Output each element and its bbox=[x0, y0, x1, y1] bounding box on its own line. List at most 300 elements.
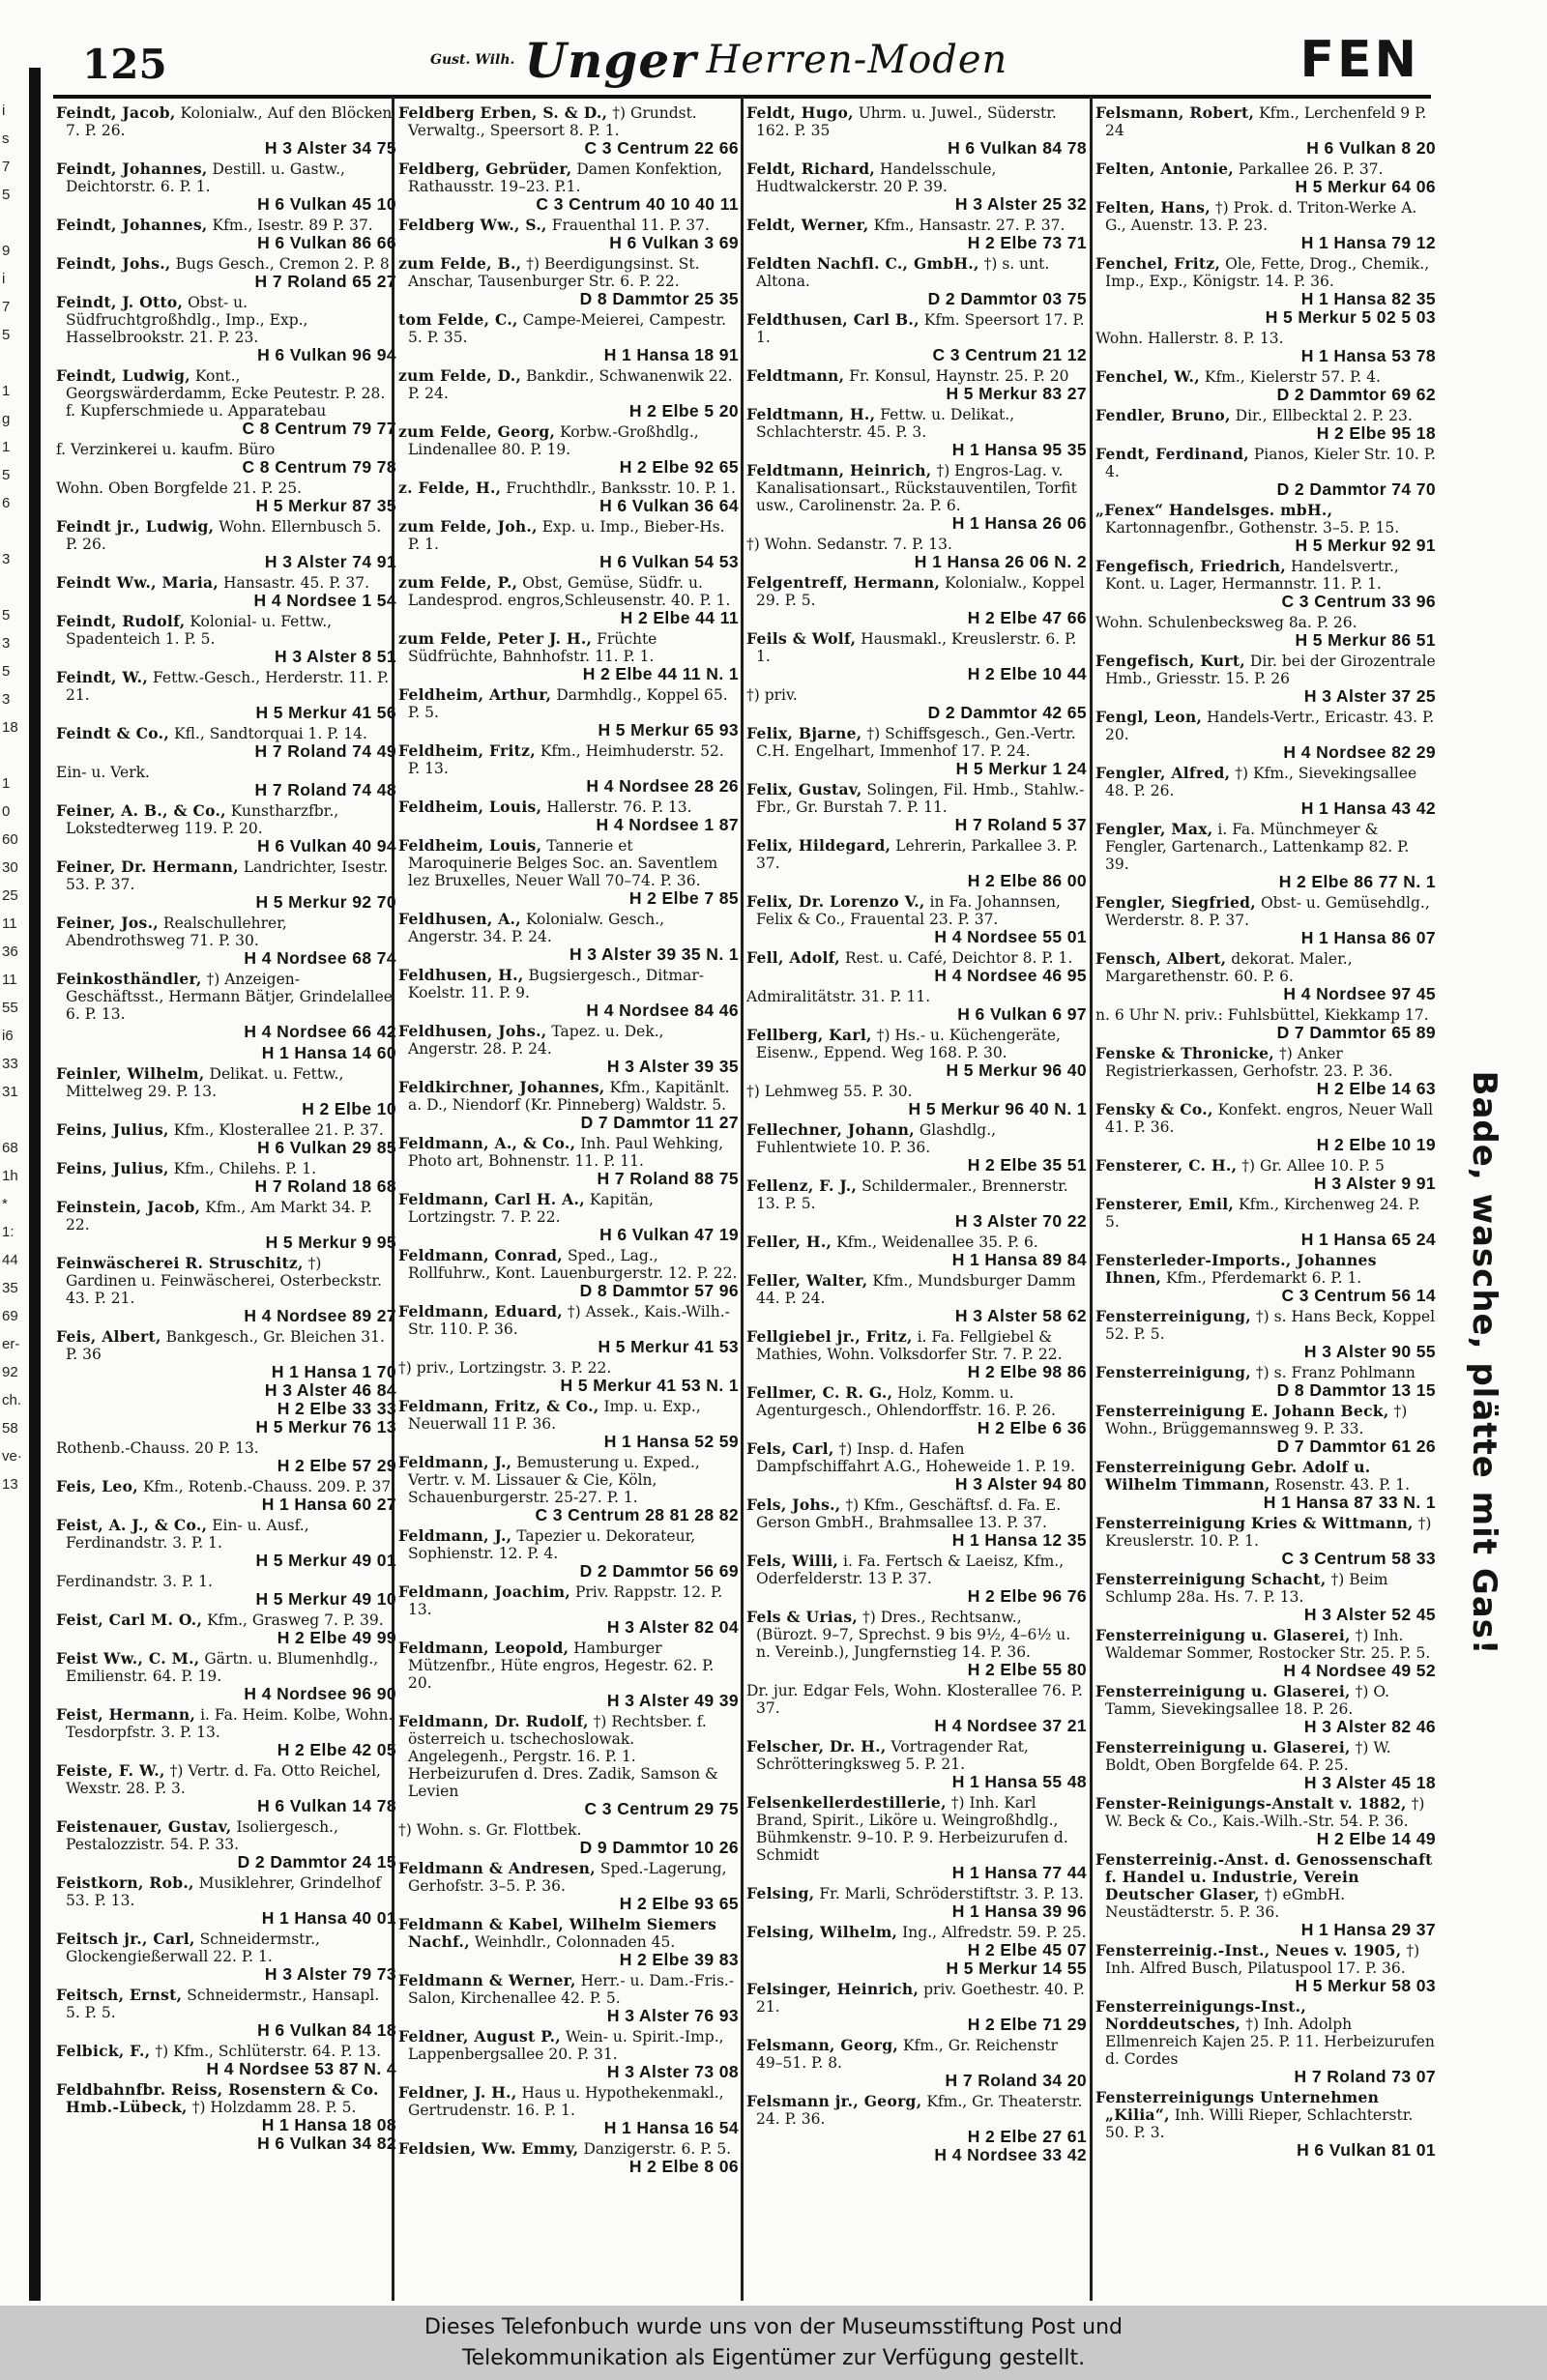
phone-number: H 3 Alster 76 93 bbox=[606, 2006, 739, 2025]
margin-fragment: s bbox=[2, 131, 10, 147]
margin-fragment: i bbox=[2, 102, 6, 119]
directory-entry bbox=[746, 1121, 1087, 1175]
entry-text: †) Wohn. s. Gr. Flottbek. bbox=[398, 1821, 582, 1839]
entry-text: Felscher, Dr. H., Vortragender Rat, Schrötteringksweg 5. P. 21. bbox=[746, 1737, 1029, 1773]
margin-fragment: 69 bbox=[2, 1308, 18, 1324]
phone-number: H 1 Hansa 52 59 bbox=[603, 1432, 739, 1451]
directory-entry bbox=[1095, 558, 1436, 611]
directory-entry bbox=[398, 1454, 739, 1524]
phone-number: H 6 Vulkan 84 18 bbox=[257, 2020, 396, 2040]
phone-number: H 6 Vulkan 45 10 bbox=[257, 194, 396, 214]
margin-fragment bbox=[2, 573, 23, 601]
entry-text: Fellgiebel jr., Fritz, i. Fa. Fellgiebel & Mathies, Wohn. Volksdorfer Str. 7. P. 22. bbox=[746, 1327, 1063, 1363]
margin-fragment: 35 bbox=[2, 1280, 18, 1296]
phone-number: H 3 Alster 25 32 bbox=[954, 194, 1087, 214]
margin-fragment: 9 bbox=[2, 243, 11, 259]
entry-text: Fensterreinigungs Unternehmen „Kilia“, Inh. Willi Rieper, Schlachterstr. 50. P. 3. bbox=[1095, 2088, 1414, 2141]
phone-number: H 2 Elbe 86 00 bbox=[967, 871, 1087, 890]
entry-text: zum Felde, B., †) Beerdigungsinst. St. Anschar, Tausenburger Str. 6. P. 22. bbox=[398, 254, 700, 290]
directory-entry bbox=[1095, 502, 1436, 555]
entry-text: Fendler, Bruno, Dir., Ellbecktal 2. P. 23. bbox=[1095, 406, 1413, 424]
entry-text: f. Verzinkerei u. kaufm. Büro bbox=[56, 441, 276, 458]
entry-text: Feldhusen, Johs., Tapez. u. Dek., Angerstr. 28. P. 24. bbox=[398, 1022, 664, 1058]
phone-number: H 6 Vulkan 6 97 bbox=[957, 1004, 1087, 1024]
directory-entry bbox=[56, 441, 396, 477]
directory-entry bbox=[746, 462, 1087, 533]
directory-entry bbox=[398, 367, 739, 421]
phone-number: H 6 Vulkan 8 20 bbox=[1306, 138, 1436, 158]
directory-entry bbox=[746, 2093, 1087, 2164]
entry-text: zum Felde, Joh., Exp. u. Imp., Bieber-Hs. P. 1. bbox=[398, 517, 725, 553]
entry-text: Fengl, Leon, Handels-Vertr., Ericastr. 43. P. 20. bbox=[1095, 708, 1435, 743]
directory-entry bbox=[746, 1177, 1087, 1231]
directory-entry bbox=[1095, 160, 1436, 196]
entry-text: Fensterreinigung u. Glaserei, †) O. Tamm, Sievekingsallee 18. P. 26. bbox=[1095, 1682, 1390, 1718]
archive-footer bbox=[0, 2306, 1547, 2380]
margin-fragment bbox=[2, 517, 23, 545]
phone-number: H 5 Merkur 41 53 N. 1 bbox=[560, 1376, 739, 1395]
phone-number: D 8 Dammtor 57 96 bbox=[579, 1281, 739, 1300]
phone-number: H 6 Vulkan 84 78 bbox=[948, 138, 1087, 158]
phone-number: H 4 Nordsee 55 01 bbox=[934, 927, 1087, 946]
entry-text: Feins, Julius, Kfm., Chilehs. P. 1. bbox=[56, 1159, 317, 1177]
entry-text: Feldberg Erben, S. & D., †) Grundst. Verwaltg., Speersort 8. P. 1. bbox=[398, 104, 697, 139]
entry-text: Fels, Carl, †) Insp. d. Hafen Dampfschiffahrt A.G., Hoheweide 1. P. 19. bbox=[746, 1439, 1076, 1475]
directory-entry bbox=[56, 1199, 396, 1252]
phone-number: H 6 Vulkan 36 64 bbox=[599, 496, 739, 515]
entry-text: Feindt jr., Ludwig, Wohn. Ellernbusch 5. P. 26. bbox=[56, 517, 382, 553]
entry-text: Felsmann jr., Georg, Kfm., Gr. Theaterstr. 24. P. 36. bbox=[746, 2092, 1083, 2128]
directory-entry bbox=[56, 1517, 396, 1570]
phone-number: H 2 Elbe 92 65 bbox=[619, 457, 739, 477]
directory-entry bbox=[56, 1573, 396, 1609]
directory-entry bbox=[746, 949, 1087, 985]
directory-entry bbox=[398, 1191, 739, 1244]
phone-number: H 5 Merkur 49 01 bbox=[255, 1551, 396, 1570]
margin-fragment: 5 bbox=[2, 187, 11, 203]
directory-entry bbox=[398, 1023, 739, 1076]
phone-number: H 2 Elbe 44 11 N. 1 bbox=[582, 664, 739, 683]
entry-text: Feldner, August P., Wein- u. Spirit.-Imp., Lappenbergsallee 20. P. 31. bbox=[398, 2027, 724, 2063]
directory-entry bbox=[56, 669, 396, 722]
entry-text: †) Lehmweg 55. P. 30. bbox=[746, 1083, 913, 1100]
directory-entry bbox=[1095, 1998, 1436, 2086]
directory-entry bbox=[746, 1384, 1087, 1437]
entry-text: Felix, Gustav, Solingen, Fil. Hmb., Stahlw.-Fbr., Gr. Burstah 7. P. 11. bbox=[746, 780, 1085, 816]
margin-fragment: 7 bbox=[2, 159, 11, 175]
entry-text: „Fenex“ Handelsges. mbH., Kartonnagenfbr., Gothenstr. 3–5. P. 15. bbox=[1095, 501, 1400, 537]
directory-entry bbox=[746, 1794, 1087, 1882]
phone-number: H 5 Merkur 41 53 bbox=[598, 1337, 739, 1356]
phone-number: H 4 Nordsee 49 52 bbox=[1283, 1661, 1436, 1680]
phone-number: H 4 Nordsee 1 87 bbox=[596, 815, 739, 834]
margin-fragment: i bbox=[2, 271, 6, 287]
margin-fragment: er- bbox=[2, 1336, 20, 1352]
directory-entry bbox=[398, 1527, 739, 1581]
phone-number: H 1 Hansa 16 54 bbox=[603, 2118, 739, 2137]
margin-fragment: 7 bbox=[2, 299, 11, 315]
entry-text: Fels, Johs., †) Kfm., Geschäftsf. d. Fa. E. Gerson GmbH., Brahmsallee 13. P. 37. bbox=[746, 1495, 1062, 1531]
entry-text: Feldheim, Fritz, Kfm., Heimhuderstr. 52. P. 13. bbox=[398, 741, 724, 777]
phone-number: D 8 Dammtor 25 35 bbox=[579, 289, 739, 308]
margin-fragment: 3 bbox=[2, 691, 11, 708]
entry-text: Feldtmann, Heinrich, †) Engros-Lag. v. Kanalisationsart., Rückstauventilen, Torfit usw., Carolinenstr. 2a. P. 6. bbox=[746, 461, 1077, 514]
phone-number: H 3 Alster 37 25 bbox=[1303, 686, 1436, 706]
directory-entry bbox=[56, 1044, 396, 1062]
entry-text: Feldberg, Gebrüder, Damen Konfektion, Rathausstr. 19–23. P.1. bbox=[398, 160, 723, 195]
entry-text: Felix, Hildegard, Lehrerin, Parkallee 3. P. 37. bbox=[746, 836, 1078, 872]
phone-number: H 2 Elbe 86 77 N. 1 bbox=[1278, 872, 1436, 891]
entry-text: z. Felde, H., Fruchthdlr., Banksstr. 10. P. 1. bbox=[398, 479, 736, 497]
column-divider bbox=[1090, 97, 1093, 2301]
entry-text: Felsinger, Heinrich, priv. Goethestr. 40. P. 21. bbox=[746, 1980, 1085, 2016]
entry-text: Fengler, Siegfried, Obst- u. Gemüsehdlg., Werderstr. 8. P. 37. bbox=[1095, 893, 1430, 929]
directory-entry bbox=[398, 967, 739, 1020]
phone-number: H 1 Hansa 95 35 bbox=[951, 440, 1087, 459]
phone-number: H 5 Merkur 86 51 bbox=[1295, 630, 1436, 650]
directory-entry bbox=[746, 1609, 1087, 1679]
phone-number: H 1 Hansa 1 70 H 3 Alster 46 84 H 2 Elbe 33 33 H 5 Merkur 76 13 bbox=[255, 1362, 396, 1437]
phone-number: H 1 Hansa 53 78 bbox=[1300, 346, 1436, 365]
phone-number: H 5 Merkur 1 24 bbox=[955, 759, 1087, 778]
entry-text: Rothenb.-Chauss. 20 P. 13. bbox=[56, 1439, 259, 1457]
directory-entry bbox=[1095, 1006, 1436, 1042]
directory-entry bbox=[1095, 1942, 1436, 1995]
column-divider bbox=[741, 97, 744, 2301]
directory-entry bbox=[56, 1762, 396, 1815]
phone-number: H 1 Hansa 39 96 bbox=[951, 1901, 1087, 1921]
guide-keyword: FEN bbox=[1299, 31, 1419, 89]
phone-number: H 7 Roland 74 49 bbox=[254, 741, 396, 761]
phone-number: H 2 Elbe 14 63 bbox=[1316, 1079, 1436, 1098]
directory-entry bbox=[746, 1440, 1087, 1494]
phone-number: H 2 Elbe 98 86 bbox=[967, 1362, 1087, 1381]
phone-number: H 5 Merkur 65 93 bbox=[598, 720, 739, 740]
directory-entry bbox=[56, 1328, 396, 1437]
directory-entry bbox=[746, 160, 1087, 214]
directory-entry bbox=[746, 1924, 1087, 1978]
entry-text: tom Felde, C., Campe-Meierei, Campestr. 5. P. 35. bbox=[398, 310, 727, 346]
phone-number: H 4 Nordsee 37 21 bbox=[934, 1716, 1087, 1735]
entry-text: Felten, Antonie, Parkallee 26. P. 37. bbox=[1095, 160, 1384, 178]
entry-text: Dr. jur. Edgar Fels, Wohn. Klosterallee 76. P. 37. bbox=[746, 1682, 1083, 1717]
directory-column-3 bbox=[746, 104, 1087, 2299]
phone-number: H 3 Alster 39 35 N. 1 bbox=[569, 944, 739, 964]
directory-entry bbox=[398, 104, 739, 158]
margin-fragment: 3 bbox=[2, 551, 11, 567]
phone-number: D 2 Dammtor 42 65 bbox=[927, 703, 1087, 722]
entry-text: Feist Ww., C. M., Gärtn. u. Blumenhdlg., Emilienstr. 64. P. 19. bbox=[56, 1649, 379, 1685]
entry-text: Feldkirchner, Johannes, Kfm., Kapitänlt. a. D., Niendorf (Kr. Pinneberg) Waldstr. 5. bbox=[398, 1078, 730, 1114]
directory-entry bbox=[56, 2081, 396, 2153]
entry-text: Feldtmann, Fr. Konsul, Haynstr. 25. P. 20 bbox=[746, 366, 1069, 385]
margin-fragment: 58 bbox=[2, 1420, 18, 1437]
directory-entry bbox=[1095, 614, 1436, 650]
margin-fragment: 13 bbox=[2, 1476, 18, 1493]
margin-fragment: i6 bbox=[2, 1028, 14, 1044]
margin-fragment: 25 bbox=[2, 887, 18, 904]
directory-entry bbox=[56, 1065, 396, 1118]
phone-number: H 7 Roland 18 68 bbox=[254, 1176, 396, 1196]
directory-entry bbox=[56, 1930, 396, 1984]
directory-entry bbox=[398, 1135, 739, 1188]
phone-number: H 5 Merkur 96 40 bbox=[946, 1060, 1087, 1080]
directory-entry bbox=[398, 574, 739, 627]
phone-number: H 5 Merkur 92 91 bbox=[1295, 536, 1436, 555]
phone-number: H 3 Alster 74 91 bbox=[264, 552, 396, 571]
phone-number: H 3 Alster 9 91 bbox=[1314, 1174, 1436, 1193]
directory-entry bbox=[746, 1682, 1087, 1735]
entry-text: Feldtmann, H., Fettw. u. Delikat., Schlachterstr. 45. P. 3. bbox=[746, 405, 1015, 441]
phone-number: C 3 Centrum 22 66 bbox=[584, 138, 739, 158]
directory-entry bbox=[746, 1083, 1087, 1118]
directory-entry bbox=[398, 2028, 739, 2081]
entry-text: Feindt, Johannes, Destill. u. Gastw., Deichtorstr. 6. P. 1. bbox=[56, 160, 345, 195]
directory-entry bbox=[56, 294, 396, 364]
margin-fragment bbox=[2, 209, 23, 237]
phone-number: H 7 Roland 5 37 bbox=[954, 815, 1087, 834]
margin-fragment: 30 bbox=[2, 859, 18, 876]
margin-fragment: g bbox=[2, 411, 11, 427]
directory-entry bbox=[1095, 950, 1436, 1003]
margin-fragment: 11 bbox=[2, 972, 17, 988]
directory-entry bbox=[746, 781, 1087, 834]
entry-text: †) Wohn. Sedanstr. 7. P. 13. bbox=[746, 536, 952, 553]
directory-entry bbox=[746, 104, 1087, 158]
entry-text: Fensterer, Emil, Kfm., Kirchenweg 24. P. 5. bbox=[1095, 1195, 1420, 1231]
margin-fragment: 1h bbox=[2, 1168, 18, 1184]
phone-number: H 2 Elbe 49 99 bbox=[277, 1628, 396, 1647]
phone-number: H 3 Alster 94 80 bbox=[954, 1474, 1087, 1494]
phone-number: C 3 Centrum 58 33 bbox=[1281, 1549, 1436, 1568]
margin-fragment bbox=[2, 349, 23, 377]
entry-text: Feindt & Co., Kfl., Sandtorquai 1. P. 14. bbox=[56, 724, 367, 742]
entry-text: Feldmann & Kabel, Wilhelm Siemers Nachf., Weinhdlr., Colonnaden 45. bbox=[398, 1915, 717, 1951]
phone-number: H 3 Alster 82 46 bbox=[1303, 1717, 1436, 1736]
phone-number: H 5 Merkur 87 35 bbox=[255, 496, 396, 515]
directory-entry bbox=[56, 2043, 396, 2078]
directory-entry bbox=[746, 2037, 1087, 2090]
margin-fragment: 36 bbox=[2, 943, 18, 960]
phone-number: H 2 Elbe 95 18 bbox=[1316, 423, 1436, 443]
directory-entry bbox=[1095, 1459, 1436, 1512]
directory-entry bbox=[398, 1398, 739, 1451]
directory-entry bbox=[1095, 1101, 1436, 1154]
directory-entry bbox=[56, 479, 396, 515]
entry-text: Feiste, F. W., †) Vertr. d. Fa. Otto Reichel, Wexstr. 28. P. 3. bbox=[56, 1761, 381, 1797]
phone-number: H 4 Nordsee 97 45 bbox=[1283, 984, 1436, 1003]
phone-number: H 3 Alster 34 75 bbox=[264, 138, 396, 158]
phone-number: H 2 Elbe 96 76 bbox=[967, 1586, 1087, 1606]
entry-text: Feldbahnfbr. Reiss, Rosenstern & Co. Hmb.-Lübeck, †) Holzdamm 28. P. 5. bbox=[56, 2080, 379, 2116]
entry-text: Feindt, Jacob, Kolonialw., Auf den Blöcken 7. P. 26. bbox=[56, 104, 393, 139]
directory-entry bbox=[746, 536, 1087, 571]
directory-entry bbox=[56, 1478, 396, 1514]
directory-entry bbox=[56, 1706, 396, 1759]
phone-number: H 4 Nordsee 28 26 bbox=[586, 776, 739, 796]
entry-text: Fenster-Reinigungs-Anstalt v. 1882, †) W. Beck & Co., Kais.-Wilh.-Str. 54. P. 36. bbox=[1095, 1794, 1425, 1830]
entry-text: Feinkosthändler, †) Anzeigen-Geschäftsst., Hermann Bätjer, Grindelallee 6. P. 13. bbox=[56, 970, 393, 1023]
entry-text: Feldmann, Conrad, Sped., Lag., Rollfuhrw., Kont. Lauenburgerstr. 12. P. 22. bbox=[398, 1246, 738, 1282]
side-advertisement bbox=[1441, 1070, 1528, 1656]
entry-text: Ferdinandstr. 3. P. 1. bbox=[56, 1573, 213, 1590]
phone-number: C 3 Centrum 56 14 bbox=[1281, 1286, 1436, 1305]
entry-text: Feldt, Werner, Kfm., Hansastr. 27. P. 37. bbox=[746, 216, 1065, 234]
directory-entry bbox=[746, 1027, 1087, 1080]
phone-number: H 1 Hansa 18 91 bbox=[603, 345, 739, 364]
directory-entry bbox=[56, 217, 396, 252]
advertisement-banner bbox=[430, 33, 1117, 87]
entry-text: Fels & Urias, †) Dres., Rechtsanw., (Bürozt. 9–7, Sprechst. 9 bis 9½, 4–6½ u. n. Vereinb.), Jungfernstieg 14. P. 36. bbox=[746, 1608, 1071, 1661]
entry-text: Fensterreinig.-Anst. d. Genossenschaft f. Handel u. Industrie, Verein Deutscher Glaser, †) eGmbH. Neustädterstr. 5. P. 36. bbox=[1095, 1850, 1433, 1921]
directory-entry bbox=[56, 1611, 396, 1647]
phone-number: H 6 Vulkan 14 78 bbox=[257, 1796, 396, 1815]
directory-entry bbox=[1095, 1403, 1436, 1456]
entry-text: Fensch, Albert, dekorat. Maler., Margarethenstr. 60. P. 6. bbox=[1095, 949, 1353, 985]
margin-fragment: 5 bbox=[2, 327, 11, 343]
margin-fragment: 5 bbox=[2, 607, 11, 624]
entry-text: Felsing, Fr. Marli, Schröderstiftstr. 3. P. 13. bbox=[746, 1884, 1084, 1902]
entry-text: Feldt, Hugo, Uhrm. u. Juwel., Süderstr. 162. P. 35 bbox=[746, 104, 1057, 139]
footer-line-2: Telekommunikation als Eigentümer zur Verfügung gestellt. bbox=[461, 2346, 1086, 2370]
margin-fragment: 6 bbox=[2, 495, 11, 511]
banner-brand: Unger bbox=[524, 31, 697, 89]
entry-text: †) priv. bbox=[746, 686, 798, 704]
margin-fragment: 68 bbox=[2, 1140, 18, 1156]
margin-fragment: ve· bbox=[2, 1448, 22, 1465]
phone-number: H 1 Hansa 82 35 H 5 Merkur 5 02 5 03 bbox=[1265, 289, 1436, 327]
directory-entry bbox=[1095, 1157, 1436, 1193]
margin-fragment: 11 bbox=[2, 915, 17, 932]
phone-number: H 4 Nordsee 46 95 bbox=[934, 966, 1087, 985]
entry-text: Feinstein, Jacob, Kfm., Am Markt 34. P. 22. bbox=[56, 1198, 372, 1234]
phone-number: H 4 Nordsee 66 42 bbox=[244, 1022, 396, 1041]
banner-tagline: Herren-Moden bbox=[706, 38, 1008, 82]
entry-text: Feldmann & Andresen, Sped.-Lagerung, Gerhofstr. 3–5. P. 36. bbox=[398, 1859, 727, 1895]
entry-text: Feist, A. J., & Co., Ein- u. Ausf., Ferdinandstr. 3. P. 1. bbox=[56, 1516, 309, 1552]
entry-text: Feldmann, Carl H. A., Kapitän, Lortzingstr. 7. P. 22. bbox=[398, 1190, 654, 1226]
entry-text: Fenchel, Fritz, Ole, Fette, Drog., Chemik., Imp., Exp., Königstr. 14. P. 36. bbox=[1095, 254, 1430, 290]
directory-entry bbox=[746, 1234, 1087, 1269]
directory-entry bbox=[56, 1874, 396, 1928]
directory-entry bbox=[1095, 446, 1436, 499]
entry-text: Fellechner, Johann, Glashdlg., Fuhlentwiete 10. P. 36. bbox=[746, 1120, 997, 1156]
margin-fragment: 1: bbox=[2, 1224, 15, 1240]
phone-number: H 3 Alster 79 73 bbox=[264, 1964, 396, 1984]
directory-entry bbox=[1095, 765, 1436, 818]
entry-text: Felix, Dr. Lorenzo V., in Fa. Johannsen, Felix & Co., Frauental 23. P. 37. bbox=[746, 892, 1061, 928]
directory-entry bbox=[746, 988, 1087, 1024]
directory-entry bbox=[398, 518, 739, 571]
directory-entry bbox=[1095, 368, 1436, 404]
entry-text: Felten, Hans, †) Prok. d. Triton-Werke A. G., Auenstr. 13. P. 23. bbox=[1095, 198, 1417, 234]
entry-text: Fensterreinig.-Inst., Neues v. 1905, †) Inh. Alfred Busch, Pilatuspool 17. P. 36. bbox=[1095, 1941, 1420, 1977]
phone-number: H 1 Hansa 12 35 bbox=[951, 1530, 1087, 1550]
entry-text: Feldheim, Louis, Hallerstr. 76. P. 13. bbox=[398, 798, 692, 816]
entry-text: Fensterreinigung u. Glaserei, †) W. Boldt, Oben Borgfelde 64. P. 25. bbox=[1095, 1738, 1391, 1774]
phone-number: H 3 Alster 49 39 bbox=[606, 1691, 739, 1710]
directory-entry bbox=[398, 479, 739, 515]
directory-entry bbox=[56, 104, 396, 158]
directory-entry bbox=[56, 1121, 396, 1157]
phone-number: H 6 Vulkan 29 85 bbox=[257, 1138, 396, 1157]
entry-text: Fensterreinigung, †) s. Franz Pohlmann bbox=[1095, 1363, 1416, 1381]
entry-text: Feindt, W., Fettw.-Gesch., Herderstr. 11. P. 21. bbox=[56, 668, 390, 704]
phone-number: D 2 Dammtor 24 15 bbox=[237, 1852, 396, 1872]
phone-number: H 1 Hansa 79 12 bbox=[1300, 233, 1436, 252]
entry-text: Fengefisch, Kurt, Dir. bei der Girozentrale Hmb., Griesstr. 15. P. 26 bbox=[1095, 652, 1436, 687]
directory-entry bbox=[746, 1272, 1087, 1325]
directory-entry bbox=[746, 686, 1087, 722]
phone-number: H 1 Hansa 87 33 N. 1 bbox=[1263, 1493, 1436, 1512]
directory-entry bbox=[746, 311, 1087, 364]
directory-entry bbox=[398, 798, 739, 834]
margin-fragment: 0 bbox=[2, 803, 11, 820]
entry-text: Fendt, Ferdinand, Pianos, Kieler Str. 10. P. 4. bbox=[1095, 445, 1436, 480]
entry-text: Feins, Julius, Kfm., Klosterallee 21. P. 37. bbox=[56, 1120, 384, 1139]
directory-entry bbox=[398, 1916, 739, 1969]
phone-number: H 2 Elbe 10 44 bbox=[967, 664, 1087, 683]
phone-number: H 2 Elbe 42 05 bbox=[277, 1740, 396, 1759]
directory-entry bbox=[56, 971, 396, 1041]
entry-text: Fengler, Alfred, †) Kfm., Sievekingsallee 48. P. 26. bbox=[1095, 764, 1417, 799]
directory-entry bbox=[398, 1860, 739, 1913]
entry-text: Fensterreinigung Schacht, †) Beim Schlump 28a. Hs. 7. P. 13. bbox=[1095, 1570, 1388, 1606]
margin-fragment: 92 bbox=[2, 1364, 18, 1380]
directory-entry bbox=[398, 630, 739, 683]
directory-entry bbox=[398, 1972, 739, 2025]
directory-column-2 bbox=[398, 104, 739, 2299]
directory-entry bbox=[1095, 199, 1436, 252]
entry-text: Feinwäscherei R. Struschitz, †) Gardinen u. Feinwäscherei, Osterbeckstr. 43. P. 21. bbox=[56, 1254, 382, 1307]
phone-number: C 3 Centrum 40 10 40 11 bbox=[536, 194, 739, 214]
entry-text: Felsing, Wilhelm, Ing., Alfredstr. 59. P. 25. bbox=[746, 1923, 1087, 1941]
phone-number: H 7 Roland 34 20 bbox=[945, 2071, 1087, 2090]
phone-number: H 5 Merkur 96 40 N. 1 bbox=[908, 1099, 1087, 1118]
directory-entry bbox=[398, 423, 739, 477]
margin-fragment: 18 bbox=[2, 719, 18, 736]
entry-text: Wohn. Hallerstr. 8. P. 13. bbox=[1095, 330, 1284, 347]
directory-entry bbox=[746, 1885, 1087, 1921]
entry-text: Feldt, Richard, Handelsschule, Hudtwalckerstr. 20 P. 39. bbox=[746, 160, 997, 195]
directory-entry bbox=[1095, 255, 1436, 327]
entry-text: Feist, Hermann, i. Fa. Heim. Kolbe, Wohn. Tesdorpfstr. 3. P. 13. bbox=[56, 1705, 394, 1741]
phone-number: H 2 Elbe 14 49 bbox=[1316, 1829, 1436, 1848]
directory-entry bbox=[1095, 407, 1436, 443]
phone-number: H 2 Elbe 10 bbox=[302, 1099, 396, 1118]
phone-number: H 6 Vulkan 40 94 bbox=[257, 836, 396, 856]
phone-number: H 4 Nordsee 89 27 bbox=[244, 1306, 396, 1325]
directory-entry bbox=[398, 1821, 739, 1857]
entry-text: Feldheim, Arthur, Darmhdlg., Koppel 65. P. 5. bbox=[398, 685, 728, 721]
phone-number: H 2 Elbe 5 20 bbox=[628, 401, 739, 421]
directory-entry bbox=[746, 217, 1087, 252]
directory-entry bbox=[56, 1987, 396, 2040]
phone-number: H 5 Merkur 41 56 bbox=[255, 703, 396, 722]
phone-number: H 4 Nordsee 53 87 N. 4 bbox=[206, 2059, 396, 2078]
phone-number: H 2 Elbe 7 85 bbox=[628, 888, 739, 908]
directory-entry bbox=[746, 725, 1087, 778]
margin-fragment: 33 bbox=[2, 1056, 18, 1072]
directory-entry bbox=[398, 217, 739, 252]
directory-entry bbox=[398, 1247, 739, 1300]
phone-number: H 3 Alster 52 45 bbox=[1303, 1605, 1436, 1624]
phone-number: H 3 Alster 73 08 bbox=[606, 2062, 739, 2081]
phone-number: H 2 Elbe 8 06 bbox=[628, 2157, 739, 2176]
entry-text: Fensterreinigung E. Johann Beck, †) Wohn., Brüggemannsweg 9. P. 33. bbox=[1095, 1402, 1408, 1437]
entry-text: zum Felde, Peter J. H., Früchte Südfrüchte, Bahnhofstr. 11. P. 1. bbox=[398, 629, 657, 665]
phone-number: C 3 Centrum 21 12 bbox=[932, 345, 1087, 364]
